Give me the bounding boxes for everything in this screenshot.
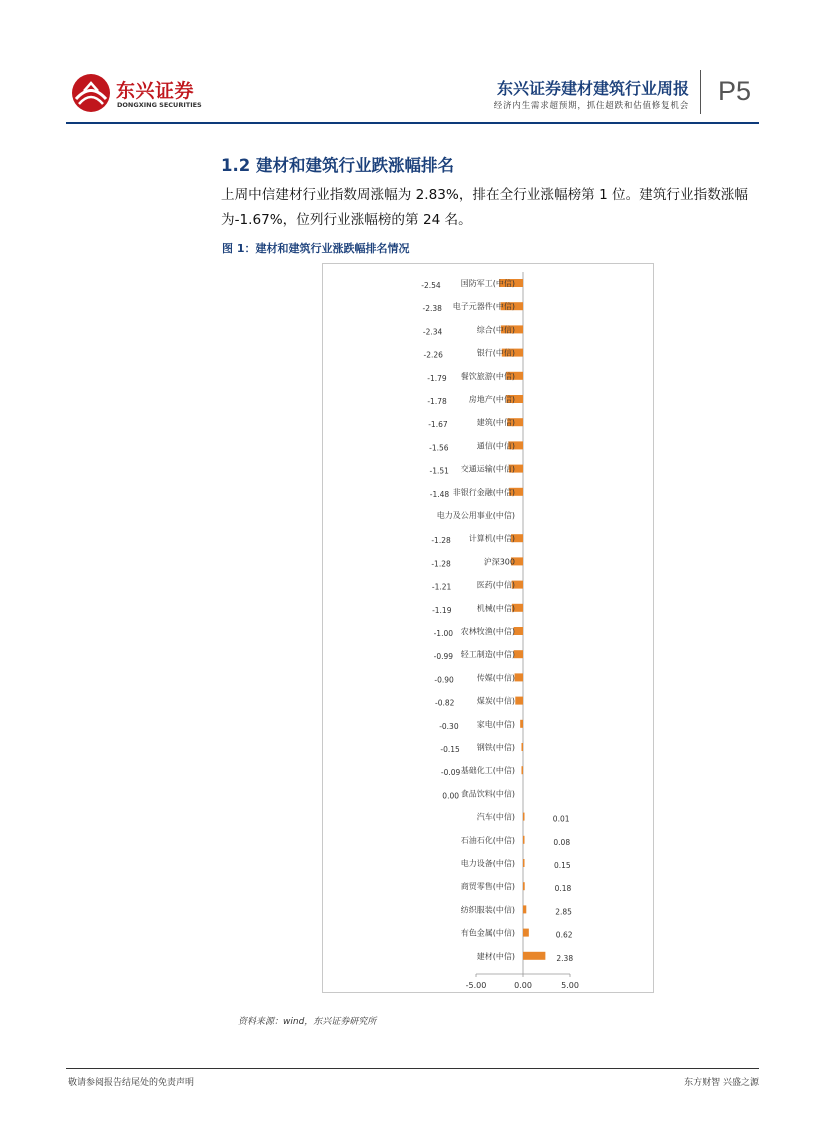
- chart-bar: [522, 766, 524, 774]
- chart-category-label: 石油石化(中信): [460, 835, 515, 845]
- chart-data-label: 2.38: [556, 953, 574, 963]
- chart-category-label: 通信(中信): [476, 441, 515, 451]
- chart-bar: [523, 952, 545, 960]
- chart-bar: [515, 697, 523, 705]
- chart-bar: [523, 905, 526, 913]
- chart-data-label: -1.56: [429, 443, 449, 453]
- chart-data-label: -1.19: [432, 605, 452, 615]
- chart-category-label: 农林牧渔(中信): [460, 627, 515, 636]
- chart-category-label: 餐饮旅游(中信): [460, 371, 515, 381]
- chart-data-label: -1.51: [429, 466, 449, 476]
- chart-data-label: 2.85: [555, 907, 572, 917]
- chart-data-label: 0.62: [555, 930, 573, 940]
- page-number: P5: [718, 76, 752, 106]
- section-title: 1.2 建材和建筑行业跌涨幅排名: [221, 156, 454, 175]
- footer-rule: [66, 1068, 759, 1069]
- chart-category-label: 基础化工(中信): [460, 766, 515, 776]
- chart-category-label: 家电(中信): [476, 719, 515, 729]
- chart-bar: [515, 673, 523, 681]
- chart-category-label: 商贸零售(中信): [460, 882, 515, 892]
- section-paragraph: 上周中信建材行业指数周涨幅为 2.83%，排在全行业涨幅榜第 1 位。建筑行业指数涨幅为-1.67%，位列行业涨幅榜的第 24 名。: [221, 187, 748, 228]
- chart-category-label: 计算机(中信): [468, 534, 515, 544]
- chart-category-label: 沪深300: [483, 557, 515, 567]
- chart-canvas: [323, 264, 653, 992]
- chart-data-label: -1.67: [428, 420, 448, 430]
- chart-category-label: 轻工制造(中信): [460, 650, 515, 660]
- chart-data-label: -2.38: [422, 304, 442, 314]
- chart-category-label: 纺织服装(中信): [460, 905, 515, 915]
- chart-data-label: -1.28: [431, 559, 451, 569]
- chart-category-label: 传媒(中信): [476, 673, 515, 683]
- chart-category-label: 电力设备(中信): [460, 859, 515, 868]
- figure-source: 资料来源：wind，东兴证券研究所: [238, 1017, 377, 1027]
- chart-data-label: -1.28: [431, 536, 451, 546]
- chart-bar: [522, 743, 524, 751]
- chart-data-label: -2.26: [423, 350, 443, 360]
- chart-category-label: 交通运输(中信): [460, 464, 515, 474]
- chart-data-label: -0.90: [434, 675, 454, 685]
- chart-data-label: 0.01: [552, 814, 570, 824]
- footer-slogan: 东方财智 兴盛之源: [684, 1078, 759, 1088]
- chart-data-label: -0.15: [440, 745, 460, 754]
- report-subtitle: 经济内生需求超预期，抓住超跌和估值修复机会: [493, 101, 689, 111]
- chart-category-label: 非银行金融(中信): [452, 487, 515, 497]
- chart-data-label: 0.00: [442, 791, 459, 801]
- chart-category-label: 机械(中信): [476, 603, 515, 613]
- chart-category-label: 钢铁(中信): [476, 743, 515, 752]
- chart-bar: [523, 859, 525, 867]
- header-rule: [66, 122, 759, 124]
- chart-category-label: 汽车(中信): [476, 812, 515, 822]
- chart-bar: [523, 929, 529, 937]
- chart-data-label: -1.79: [427, 373, 447, 383]
- chart-bar: [523, 813, 525, 821]
- chart-category-label: 国防军工(中信): [460, 279, 515, 288]
- chart-data-label: -0.09: [440, 768, 461, 778]
- chart-data-label: -1.21: [431, 582, 452, 592]
- chart-data-label: -0.30: [439, 721, 459, 731]
- chart-data-label: -2.54: [421, 281, 441, 290]
- chart-data-label: 0.18: [554, 884, 572, 894]
- chart-data-label: -1.78: [427, 397, 447, 406]
- chart-data-label: -1.48: [429, 489, 450, 499]
- figure-title: 图 1：建材和建筑行业涨跌幅排名情况: [222, 242, 410, 255]
- chart-data-label: -0.82: [435, 698, 455, 708]
- header-divider: [700, 70, 701, 114]
- chart-category-label: 综合(中信): [476, 325, 515, 335]
- chart-x-tick-label: 0.00: [514, 981, 532, 990]
- chart-category-label: 建材(中信): [476, 951, 515, 961]
- chart-category-label: 有色金属(中信): [460, 928, 515, 938]
- chart-bar: [514, 650, 523, 658]
- report-title: 东兴证券建材建筑行业周报: [496, 79, 689, 98]
- chart-bar: [523, 836, 525, 844]
- footer-disclaimer: 敬请参阅报告结尾处的免责声明: [68, 1078, 195, 1088]
- chart-category-label: 医药(中信): [476, 580, 515, 590]
- chart-bar: [520, 720, 523, 728]
- dongxing-logo-icon: [70, 72, 112, 114]
- chart-category-label: 房地产(中信): [468, 395, 515, 404]
- chart-x-tick-label: -5.00: [465, 981, 487, 990]
- logo-text-en: DONGXING SECURITIES: [117, 101, 202, 109]
- chart-category-label: 建筑(中信): [476, 418, 515, 428]
- chart-data-label: -2.34: [422, 327, 443, 337]
- chart-data-label: -1.00: [433, 629, 453, 638]
- chart-data-label: 0.08: [553, 837, 571, 847]
- chart-bar: [523, 882, 525, 890]
- chart-x-tick-label: 5.00: [561, 981, 579, 990]
- chart-category-label: 煤炭(中信): [476, 696, 515, 706]
- chart-category-label: 食品饮料(中信): [460, 789, 515, 799]
- chart-category-label: 银行(中信): [476, 348, 515, 358]
- logo-text-cn: 东兴证券: [116, 80, 195, 102]
- chart-data-label: 0.15: [554, 861, 571, 870]
- chart-data-label: -0.99: [433, 652, 454, 662]
- chart-category-label: 电力及公用事业(中信): [436, 511, 515, 520]
- chart-bar: [514, 627, 523, 635]
- chart-category-label: 电子元器件(中信): [452, 302, 515, 312]
- bar-chart: [322, 263, 654, 993]
